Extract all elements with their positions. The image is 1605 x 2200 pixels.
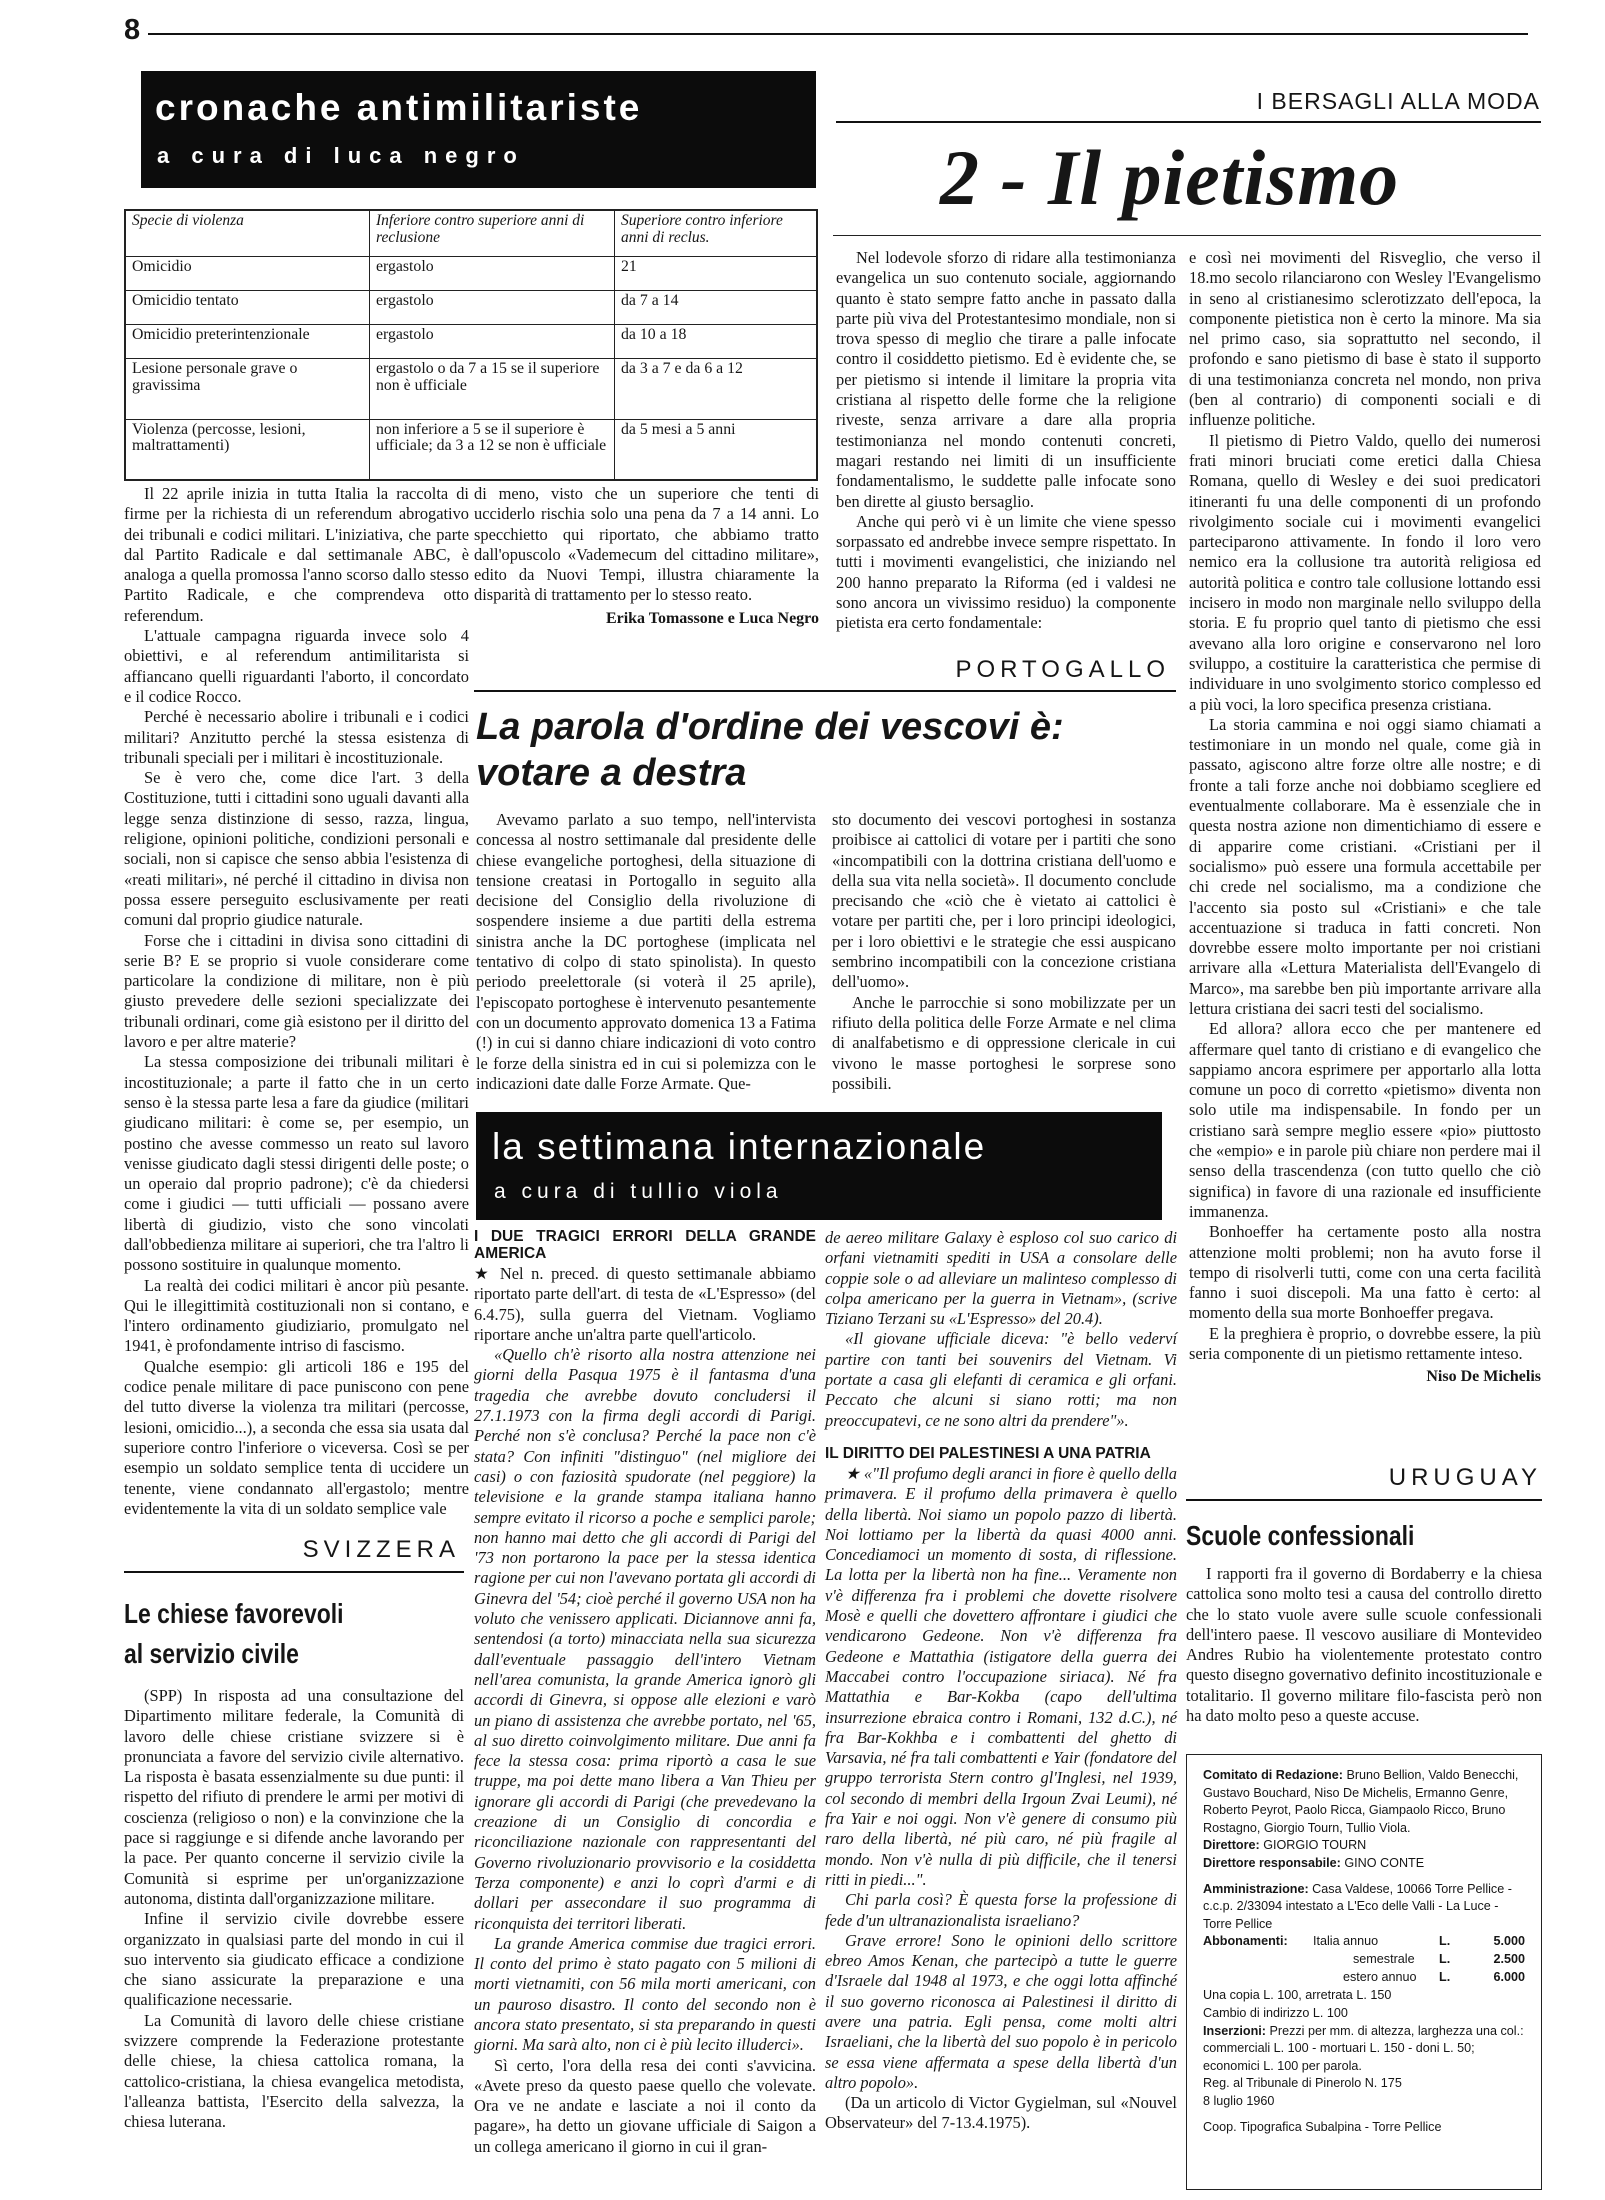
uruguay-rule xyxy=(1186,1499,1542,1501)
antimil-column-1 xyxy=(124,484,469,1518)
colophon-value: GIORGIO TOURN xyxy=(1263,1838,1367,1853)
paragraph: Infine il servizio civile dovrebbe essere organizzato in qualsiasi parte del mondo in cui il suo intervento sia giudicato efficace a condizione che siano assicurate la preparazione e una qualificazione necessarie. xyxy=(124,1909,464,2010)
paragraph: La stessa composizione dei tribunali militari è incostituzionale; a parte il fatto che in un certo senso è la stessa parte lesa a fare da giudice (militari giudicano militari: è come se, per esempio, un postino che avesse commesso un reato sul lavoro venisse giudicato dagli stessi dirigenti delle poste; o un operaio dal proprio padrone); c'è da chiedersi come i giudici — tutti ufficiali — possano avere libertà di giudizio, visto che sono vincolati dall'obbedienza militare ai superiori, che tra l'altro li possono sostituire in qualunque momento. xyxy=(124,1052,469,1275)
violence-table xyxy=(125,210,817,480)
svizzera-headline-line-2: al servizio civile xyxy=(124,1638,299,1669)
colophon-registrazione: Reg. al Tribunale di Pinerolo N. 175 xyxy=(1203,2076,1402,2091)
paragraph: E la preghiera è proprio, o dovrebbe essere, la più seria componente di un pietismo rettamente inteso. xyxy=(1189,1323,1541,1364)
antimil-banner-subtitle: a cura di luca negro xyxy=(157,143,525,168)
paragraph: Ed allora? allora ecco che per mantenere ed affermare quel tanto di cristiano e di evangelico che sappiamo ancora esprimere per apportarlo alla lotta comune un poco di corretto «pietismo» diventa non solo utile ma indispensabile. In fondo per un cristiano sarà sempre meglio essere «pio» piuttosto che «empio» e in parole più chiare non perdere mai il senso della trascendenza (con tutto quello che ciò significa) in favore di una razionale ed insufficiente immanenza. xyxy=(1189,1019,1541,1221)
svizzera-headline xyxy=(124,1594,403,1674)
paragraph: (SPP) In risposta ad una consultazione del Dipartimento militare federale, la Comunità di lavoro delle chiese cristiane svizzere si è pronunciata a favore del servizio civile alternativo. La risposta è basata essenzialmente su due punti: il rispetto del rifiuto di prendere le armi per motivi di coscienza (religioso o non) e la convinzione che la pace si raggiunge e si difende anche lavorando per la pace. Per quanto concerne il servizio civile la Comunità si esprime per un'organizzazione autonoma, distinta dall'organizzazione militare. xyxy=(124,1686,464,1908)
paragraph: (Da un articolo di Victor Gygielman, sul «Nouvel Observateur» del 7-13.4.1975). xyxy=(825,2093,1177,2133)
table-row xyxy=(126,325,817,359)
colophon-cambio: Cambio di indirizzo L. 100 xyxy=(1203,2005,1348,2020)
page-number: 8 xyxy=(124,14,141,46)
colophon-value: GINO CONTE xyxy=(1344,1855,1425,1870)
subheading-vietnam: I DUE TRAGICI ERRORI DELLA GRANDE AMERICA xyxy=(474,1228,816,1262)
table-row xyxy=(126,419,817,479)
bersagli-title-rule xyxy=(833,235,1541,236)
abb-label: Italia annuo xyxy=(1313,1934,1379,1949)
paragraph: Qualche esempio: gli articoli 186 e 195 del codice penale militare di pace puniscono con pene del tutto diverse la violenza tra militari (percosse, lesioni, omicidio...), a seconda che essa sia usata dal superiore contro l'inferiore o viceversa. Così se per esempio un soldato semplice tenta di uccidere un tenente, viene condannato all'ergastolo; mentre evidentemente la vita di un soldato semplice vale xyxy=(124,1356,469,1518)
colophon-label: Direttore responsabile: xyxy=(1203,1855,1341,1870)
abb-value: 6.000 xyxy=(1493,1970,1525,1985)
bersagli-column-2 xyxy=(1189,248,1541,1448)
table-header: Inferiore contro superiore anni di reclusione xyxy=(370,211,615,257)
paragraph: Avevamo parlato a suo tempo, nell'intervista concessa al nostro settimanale dal presidente delle chiese evangeliche portoghesi, della situazione di tensione creatasi in Portogallo in seguito alla decisione del Consiglio della rivoluzione di sospendere insieme a due partiti della estrema sinistra anche la DC portoghese (implicata nel tentativo di colpo di stato spinolista). In questo periodo preelettorale (si voterà il 25 aprile), l'episcopato portoghese è intervenuto pesantemente con un documento approvato domenica 13 a Fatima (!) in cui si danno chiare indicazioni di voto contro le forze della sinistra ed in cui si polemizza con le indicazioni date dalle Forze Armate. Que- xyxy=(476,810,817,1093)
colophon-abbonamenti xyxy=(1203,1933,1525,1987)
colophon-value: Bruno Bellion, Valdo Benecchi, Gustavo Bouchard, Niso De Michelis, Ermanno Genre, Roberto Peyrot, Paolo Ricca, Giampaolo Ricco, Bruno Rostagno, Giorgio Tourn, Tullio Viola. xyxy=(1203,1768,1519,1835)
table-cell-violence-type: Omicidio xyxy=(126,257,370,291)
abb-currency: L. xyxy=(1439,1952,1451,1967)
svizzera-section-label: SVIZZERA xyxy=(302,1536,460,1563)
table-cell-violence-type: Lesione personale grave o gravissima xyxy=(126,359,370,419)
antimil-signature: Erika Tomassone e Luca Negro xyxy=(605,609,819,627)
paragraph: Il pietismo di Pietro Valdo, quello dei numerosi frati minori bruciati come eretici dalla Chiesa Romana, quello di Wesley e dei suoi predicatori itineranti fu una delle componenti di un profondo rivolgimento sociale cui i movimenti evangelici parteciparono attivamente. In fondo il loro vero nemico era la collusione tra autorità religiosa ed autorità politica e contro tale collusione lottando essi incisero in modo non marginale nello sviluppo della storia. E fu proprio quel tanto di pietismo che essi avevano alla loro origine e conservarono nel loro sviluppo, a costituire la caratteristica che permise di individuare in uno svolgimento storico complesso ed a più voci, la loro specifica presenza cristiana. xyxy=(1189,430,1541,714)
paragraph: La grande America commise due tragici errori. Il conto del primo è stato pagato con 5 milioni di morti vietnamiti, con 56 mila morti americani, con un pauroso disastro. Il conto del secondo non è ancora stato presentato, si sta preparando in questi giorni. Ma sarà alto, non ci è più lecito illuderci». xyxy=(474,1933,816,2055)
paragraph: Anche le parrocchie si sono mobilizzate per un rifiuto della politica delle Forze Armate e nel clima di analfabetismo e di oppressione clericale in cui vivono le masse portoghesi le sorprese sono possibili. xyxy=(832,992,1176,1093)
paragraph: «Il giovane ufficiale diceva: "è bello vederví partire con tanti bei souvenirs del Vietnam. Vi portate a casa gli elefanti di ceramica e gli orfani. Peccato che alcuni si siano rotti; ma non preoccupatevi, ce ne sono altri da prendere"». xyxy=(825,1329,1177,1430)
paragraph: Grave errore! Sono le opinioni dello scrittore ebreo Amos Kenan, che partecipò a tutte le guerre d'Israele dal 1948 al 1973, e che oggi lotta affinché il suo governo riconosca ai Palestinesi il diritto di avere una patria. Egli pensa, come molti altri Israeliani, che la libertà del suo popolo è in pericolo se essa viene affermata a spese della libertà d'un altro popolo». xyxy=(825,1930,1177,2092)
abb-label: estero annuo xyxy=(1343,1970,1417,1985)
table-row xyxy=(126,257,817,291)
bersagli-signature: Niso De Michelis xyxy=(1426,1368,1541,1386)
abb-currency: L. xyxy=(1439,1934,1451,1949)
paragraph: Chi parla così? È questa forse la professione di fede d'un ultranazionalista israeliano? xyxy=(825,1890,1177,1930)
uruguay-body xyxy=(1186,1564,1542,1744)
table-cell-superior-vs-inferior: 21 xyxy=(615,257,817,291)
antimil-banner-title: cronache antimilitariste xyxy=(155,87,643,128)
svizzera-body xyxy=(124,1686,464,2191)
colophon-copia: Una copia L. 100, arretrata L. 150 xyxy=(1203,1988,1392,2003)
colophon-label: Comitato di Redazione: xyxy=(1203,1768,1343,1782)
paragraph: de aereo militare Galaxy è esploso col suo carico di orfani vietnamiti spediti in USA a consolare delle coppie sole o ad alleviare un malinteso complesso di colpa americano per la guerra in Vietnam», (scrive Tiziano Terzani su «L'Espresso» del 20.4). xyxy=(825,1228,1177,1329)
table-cell-superior-vs-inferior: da 3 a 7 e da 6 a 12 xyxy=(615,359,817,419)
table-cell-inferior-vs-superior: ergastolo xyxy=(370,291,615,325)
paragraph: Anche qui però vi è un limite che viene spesso sorpassato ed andrebbe invece sempre rispettato. In tutti i movimenti evangelistici, che iniziando nel 200 hanno preparato la Riforma (ed i valdesi ne sono ancora un vivissimo residuo) la componente pietista era certo fondamentale: xyxy=(836,511,1176,633)
bersagli-section-label: I BERSAGLI ALLA MODA xyxy=(1256,88,1540,114)
table-row xyxy=(126,359,817,419)
colophon-value: Prezzi per mm. di altezza, larghezza una col.: commerciali L. 100 - mortuari L. 150 - doni L. 50; economici L. 100 per parola. xyxy=(1203,2023,1524,2073)
table-cell-superior-vs-inferior: da 5 mesi a 5 anni xyxy=(615,419,817,479)
paragraph: ★ «"Il profumo degli aranci in fiore è quello della primavera. E il profumo della primavera è quello della libertà. Noi siamo un popolo pazzo di libertà. Noi lottiamo per la libertà da quasi 4000 anni. Concediamoci un momento di sosta, di riflessione. La lotta per la libertà non ha fine... Veramente non v'è differenza fra i problemi che dovette risolvere Mosè e quelli che dovettero affrontare i giudici che vendicarono Gedeone. Non v'è differenza fra Gedeone e Mattathia (istigatore della guerra dei Maccabei contro l'occupazione siriaca). Né fra Mattathia e Bar-Kokba (capo dell'ultima insurrezione ebraica contro i Romani, 132 d.C.), né fra Bar-Kokhba e i combattenti del ghetto di Varsavia, né fra tali combattenti e Yair (fondatore del gruppo terrorista Stern contro gl'Inglesi, nel 1939, col secondo di membri della Irgoun Zvai Leumi), né fra Yair e noi oggi. Non v'è genere di consumo più raro della libertà, né più caro, né più fragile al mondo. Non v'è nulla di più difficile, che il tenersi ritti in piedi...". xyxy=(825,1463,1177,1889)
colophon-responsabile xyxy=(1203,1855,1525,1873)
colophon-value: Casa Valdese, 10066 Torre Pellice - c.c.p. 2/33094 intestato a L'Eco delle Valli - La Luce - Torre Pellice xyxy=(1203,1881,1512,1931)
page-top-rule xyxy=(148,33,1528,35)
paragraph: La realtà dei codici militari è ancor più pesante. Qui le illegittimità costituzionali non si contano, e l'intero ordinamento giudiziario, promulgato nel 1941, è profondamente intriso di fascismo. xyxy=(124,1275,469,1356)
portogallo-column-2 xyxy=(832,810,1176,1095)
paragraph: e così nei movimenti del Risveglio, che verso il 18.mo secolo rilanciarono con Wesley l'Evangelismo in seno al cristianesimo sclerotizzato dell'epoca, la componente pietistica non è certo la minore. Ma sia nel primo caso, sia soprattutto nel secondo, il profondo e sano pietismo di base è stato il supporto di una testimonianza concreta nel mondo, non priva (ben al contrario) di componenti sociali e di influenze politiche. xyxy=(1189,248,1541,430)
settimana-banner-title: la settimana internazionale xyxy=(492,1126,987,1167)
settimana-column-2 xyxy=(825,1228,1177,2193)
uruguay-section-label: URUGUAY xyxy=(1388,1464,1542,1491)
colophon-inserzioni xyxy=(1203,2023,1525,2076)
colophon-redazione xyxy=(1203,1767,1525,1837)
colophon-label: Direttore: xyxy=(1203,1838,1260,1853)
portogallo-column-1 xyxy=(476,810,816,1095)
table-cell-superior-vs-inferior: da 10 a 18 xyxy=(615,325,817,359)
paragraph: sto documento dei vescovi portoghesi in sostanza proibisce ai cattolici di votare per i partiti che sono «incompatibili con la dottrina cristiana dell'uomo e della sua vita nella società». Il documento conclude precisando che «ciò che è vietato ai cattolici è votare per partiti che, per i loro principi ideologici, per i loro obiettivi e le strategie che essi auspicano sembrino incompatibili con la concezione cristiana dell'uomo». xyxy=(832,810,1176,992)
paragraph: La storia cammina e noi oggi siamo chiamati a testimoniare in un mondo nel quale, come già in passato, agiscono altre forze oltre alle nostre; e di fronte a tali forze anche noi dobbiamo scegliere ed eventualmente collaborare. Ma è essenziale che in questa nostra azione non dimentichiamo di essere e di apparire come cristiani. «Cristiani per il socialismo» può essere una formula accettabile per chi crede nel socialismo, ma a condizione che l'accento sia posto sul «Cristiani» e che tale accentuazione si traduca in fatti concreti. Non dovrebbe essere molto importante per noi cristiani arrivare alla «Lettura Materialista dell'Evangelo di Marco», ma sarebbe ben più importante arrivare alla lettura cristiana dei sacri testi del socialismo. xyxy=(1189,714,1541,1018)
table-cell-superior-vs-inferior: da 7 a 14 xyxy=(615,291,817,325)
antimil-banner xyxy=(141,71,816,188)
table-header: Superiore contro inferiore anni di reclus. xyxy=(615,211,817,257)
paragraph: di meno, visto che un superiore che tenti di ucciderlo rischia solo una pena da 7 a 14 anni. Lo specchietto qui riportato, che abbiamo tratto dall'opuscolo «Vademecum del cittadino militare», edito da Nuovi Tempi, illustra chiaramente la disparità di trattamento per lo stesso reato. xyxy=(474,484,819,605)
bersagli-rule xyxy=(836,121,1541,123)
paragraph: Nel lodevole sforzo di ridare alla testimonianza evangelica un suo contenuto sociale, aggiornando quanto è stato sempre fatto anche in passato dalla parte più viva del Protestantesimo mondiale, non si trova spesso di meglio che tirare a palle infocate contro il cosiddetto pietismo. Ed è evidente che, se per pietismo si intende il limitare la propria vita cristiana al rispetto delle forme che la religione riveste, senza arrivare a dare alla propria testimonianza nel mondo contenuti concreti, magari restando nei limiti di un insufficiente fondamentalismo, le suddette palle infocate sono ben dirette al giusto bersaglio. xyxy=(836,248,1176,511)
table-cell-violence-type: Violenza (percosse, lesioni, maltrattamenti) xyxy=(126,419,370,479)
colophon-reg-date: 8 luglio 1960 xyxy=(1203,2093,1275,2108)
table-header-row xyxy=(126,211,817,257)
paragraph: I rapporti fra il governo di Bordaberry e la chiesa cattolica sono molto tesi a causa del controllo diretto che lo stato vuole avere sulle scuole confessionali dell'intero paese. Il vescovo ausiliare di Montevideo Andres Rubio ha violentemente protestato contro questo disegno governativo definito incostituzionale e totalitario. Il governo militare filo-fascista però non ha dato molto peso a queste accuse. xyxy=(1186,1564,1542,1726)
portogallo-section-label: PORTOGALLO xyxy=(955,656,1170,683)
abb-label: semestrale xyxy=(1353,1952,1415,1967)
portogallo-headline: La parola d'ordine dei vescovi è: votare a destra xyxy=(476,706,1064,794)
portogallo-rule xyxy=(474,690,1176,692)
colophon-label: Inserzioni: xyxy=(1203,2023,1266,2038)
colophon-box xyxy=(1186,1754,1542,2190)
abb-value: 5.000 xyxy=(1493,1934,1525,1949)
paragraph: L'attuale campagna riguarda invece solo 4 obiettivi, e al referendum antimilitarista si affiancano quelli riguardanti l'aborto, il concordato e il codice Rocco. xyxy=(124,626,469,706)
paragraph: «Quello ch'è risorto alla nostra attenzione nei giorni della Pasqua 1975 è il fantasma d'una tragedia che avrebbe dovuto concludersi il 27.1.1973 con la firma degli accordi di Parigi. Perché non s'è conclusa? Perché la pace non c'è stata? Con infiniti "distinguo" (nel migliore dei casi) o con faziosità spudorate (nel peggiore) la televisione e la grande stampa italiana hanno sempre evitato il ricorso a poche e semplici parole; non hanno mai detto che gli accordi di Parigi del '73 non portarono la pace per la stessa identica ragione per cui non l'avevano portata gli accordi di Ginevra del '54; cioè perché il governo USA non ha voluto che venissero applicati. Diciannove anni fa, sentendosi (a torto) minacciata nella sua sicurezza dall'eventuale passaggio dell'intero Vietnam nell'area comunista, la grande America ignorò gli accordi di Ginevra, si oppose alle elezioni e varò un piano di assistenza che avrebbe portato, nel '65, al suo diretto coinvolgimento militare. Due anni fa fece la stessa cosa: prima riportò a casa le sue truppe, ma poi dette mano libera a Van Thieu per ignorare gli accordi di Parigi (che prevedevano la creazione di un Consiglio di concordia e riconciliazione nazionale con rappresentanti del Governo rivoluzionario provvisorio e la cosiddetta Terza componente) e anzi lo coprì d'armi e di dollari per assecondare il suo programma di riconquista dei territori liberati. xyxy=(474,1345,816,1933)
colophon-label: Amministrazione: xyxy=(1203,1881,1309,1896)
paragraph: Bonhoeffer ha certamente posto alla nostra attenzione molti problemi; non ha avuto forse il tempo di risolverli tutti, come con una certa facilità fanno i suoi discepoli. Ma una fatto è certo: al momento della sua morte Bonhoeffer pregava. xyxy=(1189,1222,1541,1323)
colophon-label: Abbonamenti: xyxy=(1203,1934,1288,1949)
table-cell-inferior-vs-superior: ergastolo o da 7 a 15 se il superiore non è ufficiale xyxy=(370,359,615,419)
paragraph: ★ Nel n. preced. di questo settimanale abbiamo riportato parte dell'art. di testa de «L'Espresso» (del 6.4.75), sulla guerra del Vietnam. Vogliamo riportare anche un'altra parte quell'articolo. xyxy=(474,1264,816,1344)
paragraph: Se è vero che, come dice l'art. 3 della Costituzione, tutti i cittadini sono uguali davanti alla legge senza distinzione di sesso, razza, lingua, religione, opinioni politiche, condizioni personali e sociali, non si capisce che senso abbia l'esistenza di «reati militari», né perché il cittadino in divisa non possa essere perseguito esclusivamente per reati comuni dal proprio giudice naturale. xyxy=(124,768,469,930)
paragraph: Perché è necessario abolire i tribunali e i codici militari? Anzitutto perché la stessa esistenza di tribunali speciali per i militari è incostituzionale. xyxy=(124,707,469,767)
paragraph: Il 22 aprile inizia in tutta Italia la raccolta di firme per la richiesta di un referendum abrogativo dei tribunali e codici militari. L'iniziativa, che parte dal Partito Radicale e dal settimanale ABC, è analoga a quella promossa l'anno scorso dallo stesso Partito Radicale, e che comprendeva otto referendum. xyxy=(124,484,469,625)
subheading-palestinesi: IL DIRITTO DEI PALESTINESI A UNA PATRIA xyxy=(825,1444,1151,1462)
table-cell-violence-type: Omicidio preterintenzionale xyxy=(126,325,370,359)
svizzera-rule xyxy=(124,1571,464,1573)
table-cell-inferior-vs-superior: non inferiore a 5 se il superiore è ufficiale; da 3 a 12 se non è ufficiale xyxy=(370,419,615,479)
settimana-column-1 xyxy=(474,1228,816,2193)
table-cell-inferior-vs-superior: ergastolo xyxy=(370,325,615,359)
svizzera-headline-line-1: Le chiese favorevoli xyxy=(124,1598,344,1629)
paragraph: Sì certo, l'ora della resa dei conti s'avvicina. «Avete preso da questo paese quello che volevate. Ora ve ne andate e lasciate a noi il conto da pagare», ha detto un giovane ufficiale di Saigon a un collega americano il giorno in cui il gran- xyxy=(474,2055,816,2156)
abb-value: 2.500 xyxy=(1493,1952,1525,1967)
uruguay-headline: Scuole confessionali xyxy=(1186,1520,1415,1551)
violence-table-box xyxy=(124,209,818,481)
table-row xyxy=(126,291,817,325)
bersagli-title: 2 - Il pietismo xyxy=(940,134,1400,221)
table-cell-violence-type: Omicidio tentato xyxy=(126,291,370,325)
colophon-tipografia: Coop. Tipografica Subalpina - Torre Pellice xyxy=(1203,2119,1442,2134)
paragraph: La Comunità di lavoro delle chiese cristiane svizzere comprende la Federazione protestante delle chiese, la chiesa cattolica romana, la cattolico-cristiana, la chiesa evangelica metodista, l'alleanza battista, l'Esercito della salvezza, la chiesa luterana. xyxy=(124,2010,464,2132)
colophon-direttore xyxy=(1203,1837,1525,1855)
table-cell-inferior-vs-superior: ergastolo xyxy=(370,257,615,291)
paragraph: Forse che i cittadini in divisa sono cittadini di serie B? E se proprio si vuole considerare come particolare la condizione di militare, non è più giusto prevedere delle sezioni specializzate dei tribunali ordinari, come già esistono per il diritto del lavoro e per altre materie? xyxy=(124,930,469,1052)
antimil-column-2 xyxy=(474,484,819,627)
colophon-amministrazione xyxy=(1203,1881,1525,1934)
settimana-banner xyxy=(476,1112,1162,1220)
abb-currency: L. xyxy=(1439,1970,1451,1985)
bersagli-column-1 xyxy=(836,248,1176,633)
settimana-banner-subtitle: a cura di tullio viola xyxy=(494,1180,783,1203)
table-header: Specie di violenza xyxy=(126,211,370,257)
